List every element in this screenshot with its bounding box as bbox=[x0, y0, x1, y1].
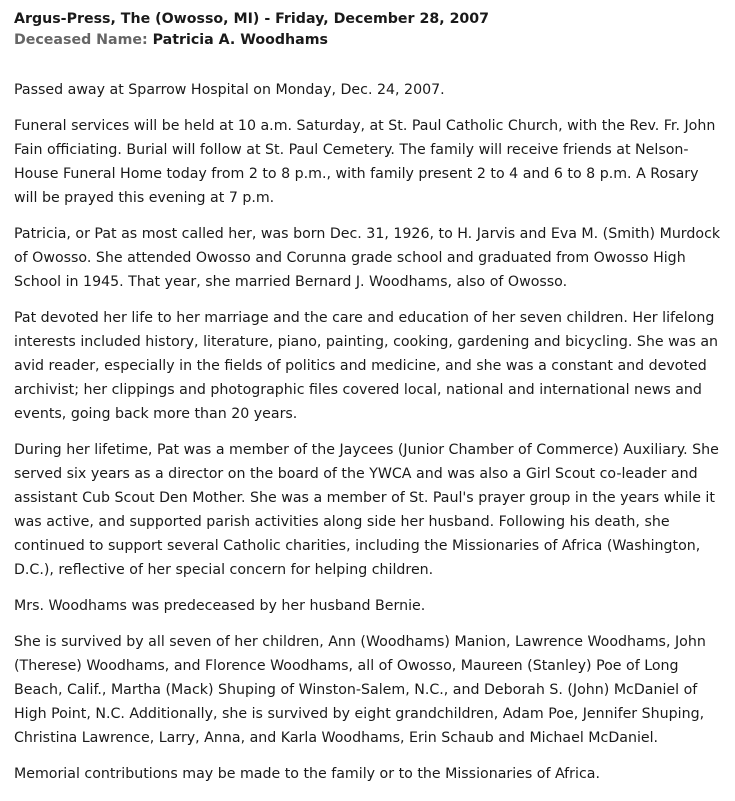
obituary-body bbox=[14, 78, 721, 786]
paragraph-death-notice: Passed away at Sparrow Hospital on Monday, Dec. 24, 2007. bbox=[14, 82, 445, 98]
paragraph-predeceased: Mrs. Woodhams was predeceased by her husband Bernie. bbox=[14, 598, 426, 614]
paragraph-interests: Pat devoted her life to her marriage and the care and education of her seven children. Her lifelong interests included history, literature, piano, painting, cooking, gardening and bicycling. She was an avid reader, especially in the fields of politics and medicine, and she was a constant and devoted archivist; her clippings and photographic files covered local, national and international news and events, going back more than 20 years. bbox=[14, 310, 719, 422]
publication-source: Argus-Press, The (Owosso, MI) - Friday, December 28, 2007 bbox=[14, 11, 490, 27]
paragraph-survivors: She is survived by all seven of her children, Ann (Woodhams) Manion, Lawrence Woodhams, John (Therese) Woodhams, and Florence Woodhams, all of Owosso, Maureen (Stanley) Poe of Long Beach, Calif., Martha (Mack) Shuping of Winston-Salem, N.C., and Deborah S. (John) McDaniel of High Point, N.C. Additionally, she is survived by eight grandchildren, Adam Poe, Jennifer Shuping, Christina Lawrence, Larry, Anna, and Karla Woodhams, Erin Schaub and Michael McDaniel. bbox=[14, 634, 706, 746]
paragraph-early-life: Patricia, or Pat as most called her, was born Dec. 31, 1926, to H. Jarvis and Eva M. (Smith) Murdock of Owosso. She attended Owosso and Corunna grade school and graduated from Owosso High School in 1945. That year, she married Bernard J. Woodhams, also of Owosso. bbox=[14, 226, 721, 290]
deceased-name-label: Deceased Name: bbox=[14, 32, 148, 48]
deceased-name-value: Patricia A. Woodhams bbox=[152, 32, 328, 48]
deceased-name-line bbox=[14, 30, 721, 51]
paragraph-memorials: Memorial contributions may be made to the family or to the Missionaries of Africa. bbox=[14, 766, 600, 782]
paragraph-funeral-services: Funeral services will be held at 10 a.m. Saturday, at St. Paul Catholic Church, with the Rev. Fr. John Fain officiating. Burial will follow at St. Paul Cemetery. The family will receive friends at Nelson-House Funeral Home today from 2 to 8 p.m., with family present 2 to 4 and 6 to 8 p.m. A Rosary will be prayed this evening at 7 p.m. bbox=[14, 118, 716, 206]
paragraph-community: During her lifetime, Pat was a member of the Jaycees (Junior Chamber of Commerce) Auxiliary. She served six years as a director on the board of the YWCA and was also a Girl Scout co-leader and assistant Cub Scout Den Mother. She was a member of St. Paul's prayer group in the years while it was active, and supported parish activities along side her husband. Following his death, she continued to support several Catholic charities, including the Missionaries of Africa (Washington, D.C.), reflective of her special concern for helping children. bbox=[14, 442, 719, 578]
